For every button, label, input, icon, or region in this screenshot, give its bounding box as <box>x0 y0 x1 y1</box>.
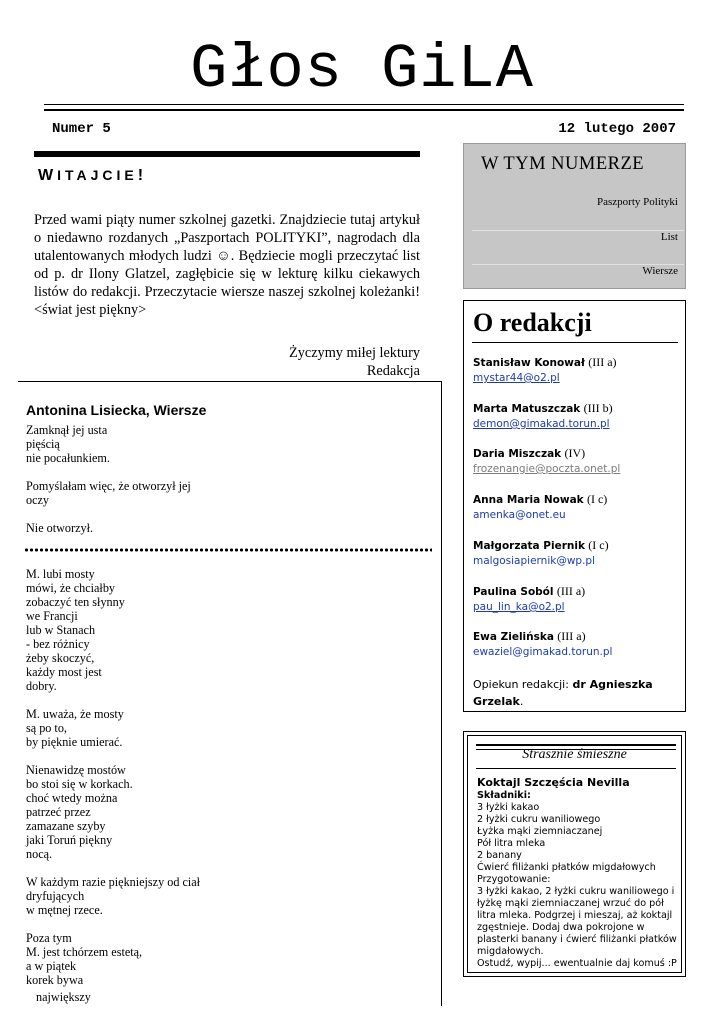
ingredient-item: Łyżka mąki ziemniaczanej <box>477 826 603 837</box>
poems-frame-right <box>441 381 442 1006</box>
newspaper-title: Głos GiLA <box>190 34 534 105</box>
poems-frame-top <box>18 381 442 382</box>
issue-date: 12 lutego 2007 <box>558 121 676 137</box>
ingredient-item: 2 łyżki cukru waniliowego <box>477 814 601 825</box>
preparation-label: Przygotowanie: <box>477 874 551 885</box>
staff-member: Paulina Soból (III a) pau_lin_ka@o2.pl <box>473 584 586 613</box>
staff-email-link[interactable]: malgosiapiernik@wp.pl <box>473 555 595 567</box>
staff-member: Ewa Zielińska (III a) ewaziel@gimakad.torun.pl <box>473 629 613 658</box>
editorial-title: O redakcji <box>473 308 592 337</box>
staff-email-link[interactable]: demon@gimakad.torun.pl <box>473 418 610 430</box>
staff-email-link[interactable]: amenka@onet.eu <box>473 509 566 521</box>
staff-email-link[interactable]: pau_lin_ka@o2.pl <box>473 601 565 613</box>
table-of-contents <box>463 143 686 289</box>
recipe-final: Ostudź, wypij... ewentualnie daj komuś :P <box>477 958 677 969</box>
toc-item[interactable]: List <box>660 231 678 243</box>
poem-last-line: największy <box>36 990 91 1004</box>
staff-member: Daria Miszczak (IV) frozenangie@poczta.onet.pl <box>473 446 621 475</box>
ingredient-item: 2 banany <box>477 850 522 861</box>
toc-item[interactable]: Wiersze <box>642 265 678 277</box>
issue-number: Numer 5 <box>52 121 111 137</box>
staff-member: Małgorzata Piernik (I c) malgosiapiernik@wp.pl <box>473 538 609 567</box>
welcome-text: Przed wami piąty numer szkolnej gazetki. Znajdziecie tutaj artykuł o niedawno rozdanych „Paszportach POLITYKI”, nagrodach dla utalentowanych młodych ludzi ☺. Będziecie mogli przeczytać list od p. dr Ilony Glatzel, zagłębicie się w lekturę kilku ciekawych listów do redakcji. Przeczytacie wiersze naszej szkolnej koleżanki! <świat jest piękny> <box>34 212 420 318</box>
ingredient-item: Pół litra mleka <box>477 838 546 849</box>
poem-first: Zamknął jej usta pięścią nie pocałunkiem. Pomyślałam więc, że otworzył jej oczy Nie otworzył. <box>26 423 191 535</box>
poem-second: M. lubi mosty mówi, że chciałby zobaczyć ten słynny we Francji lub w Stanach - bez różnicy żeby skoczyć, każdy most jest dobry. M. uważa, że mosty są po to, by pięknie umierać. Nienawidzę mostów bo stoi się w korkach. choć wtedy można patrzeć przez zamazane szyby jaki Toruń piękny nocą. W każdym razie piękniejszy od ciał dryfujących w mętnej rzece. Poza tym M. jest tchórzem estetą, a w piątek korek bywa <box>26 567 201 987</box>
staff-member: Marta Matuszczak (III b) demon@gimakad.torun.pl <box>473 401 613 430</box>
staff-member: Anna Maria Nowak (I c) amenka@onet.eu <box>473 492 608 521</box>
ingredient-item: Ćwierć filiżanki płatków migdałowych <box>477 862 656 873</box>
masthead-rule <box>44 104 684 111</box>
dotted-separator <box>24 547 432 553</box>
ingredients-label: Składniki: <box>477 790 531 801</box>
toc-item[interactable]: Paszporty Polityki <box>597 196 678 208</box>
signature-line: Redakcja <box>366 363 420 379</box>
welcome-heading: WITAJCIE! <box>38 167 148 184</box>
staff-email-link[interactable]: frozenangie@poczta.onet.pl <box>473 463 621 475</box>
staff-email-link[interactable]: ewaziel@gimakad.torun.pl <box>473 646 613 658</box>
staff-member: Stanisław Konował (III a) mystar44@o2.pl <box>473 355 617 384</box>
staff-email-link[interactable]: mystar44@o2.pl <box>473 372 560 384</box>
wish-line: Życzymy miłej lektury <box>288 345 420 361</box>
poems-title: Antonina Lisiecka, Wiersze <box>26 402 207 418</box>
ingredient-item: 3 łyżki kakao <box>477 802 540 813</box>
toc-title: W TYM NUMERZE <box>481 154 645 174</box>
funny-box <box>463 731 686 977</box>
funny-title: Strasznie śmieszne <box>522 747 627 762</box>
recipe-title: Koktajl Szczęścia Nevilla <box>477 776 630 789</box>
section-bar <box>34 151 420 157</box>
editorial-tutor: Opiekun redakcji: dr Agnieszka Grzelak. <box>473 678 653 708</box>
welcome-signature <box>220 344 420 380</box>
recipe <box>477 776 682 970</box>
preparation-text: 3 łyżki kakao, 2 łyżki cukru waniliowego i łyżkę mąki ziemniaczanej wrzuć do pół litra mleka. Podgrzej i mieszaj, aż koktajl zgęstnieje. Dodaj dwa pokrojone w plasterki banany i ćwierć filiżanki płatków migdałowych. <box>477 886 677 957</box>
editorial-box <box>463 300 686 712</box>
